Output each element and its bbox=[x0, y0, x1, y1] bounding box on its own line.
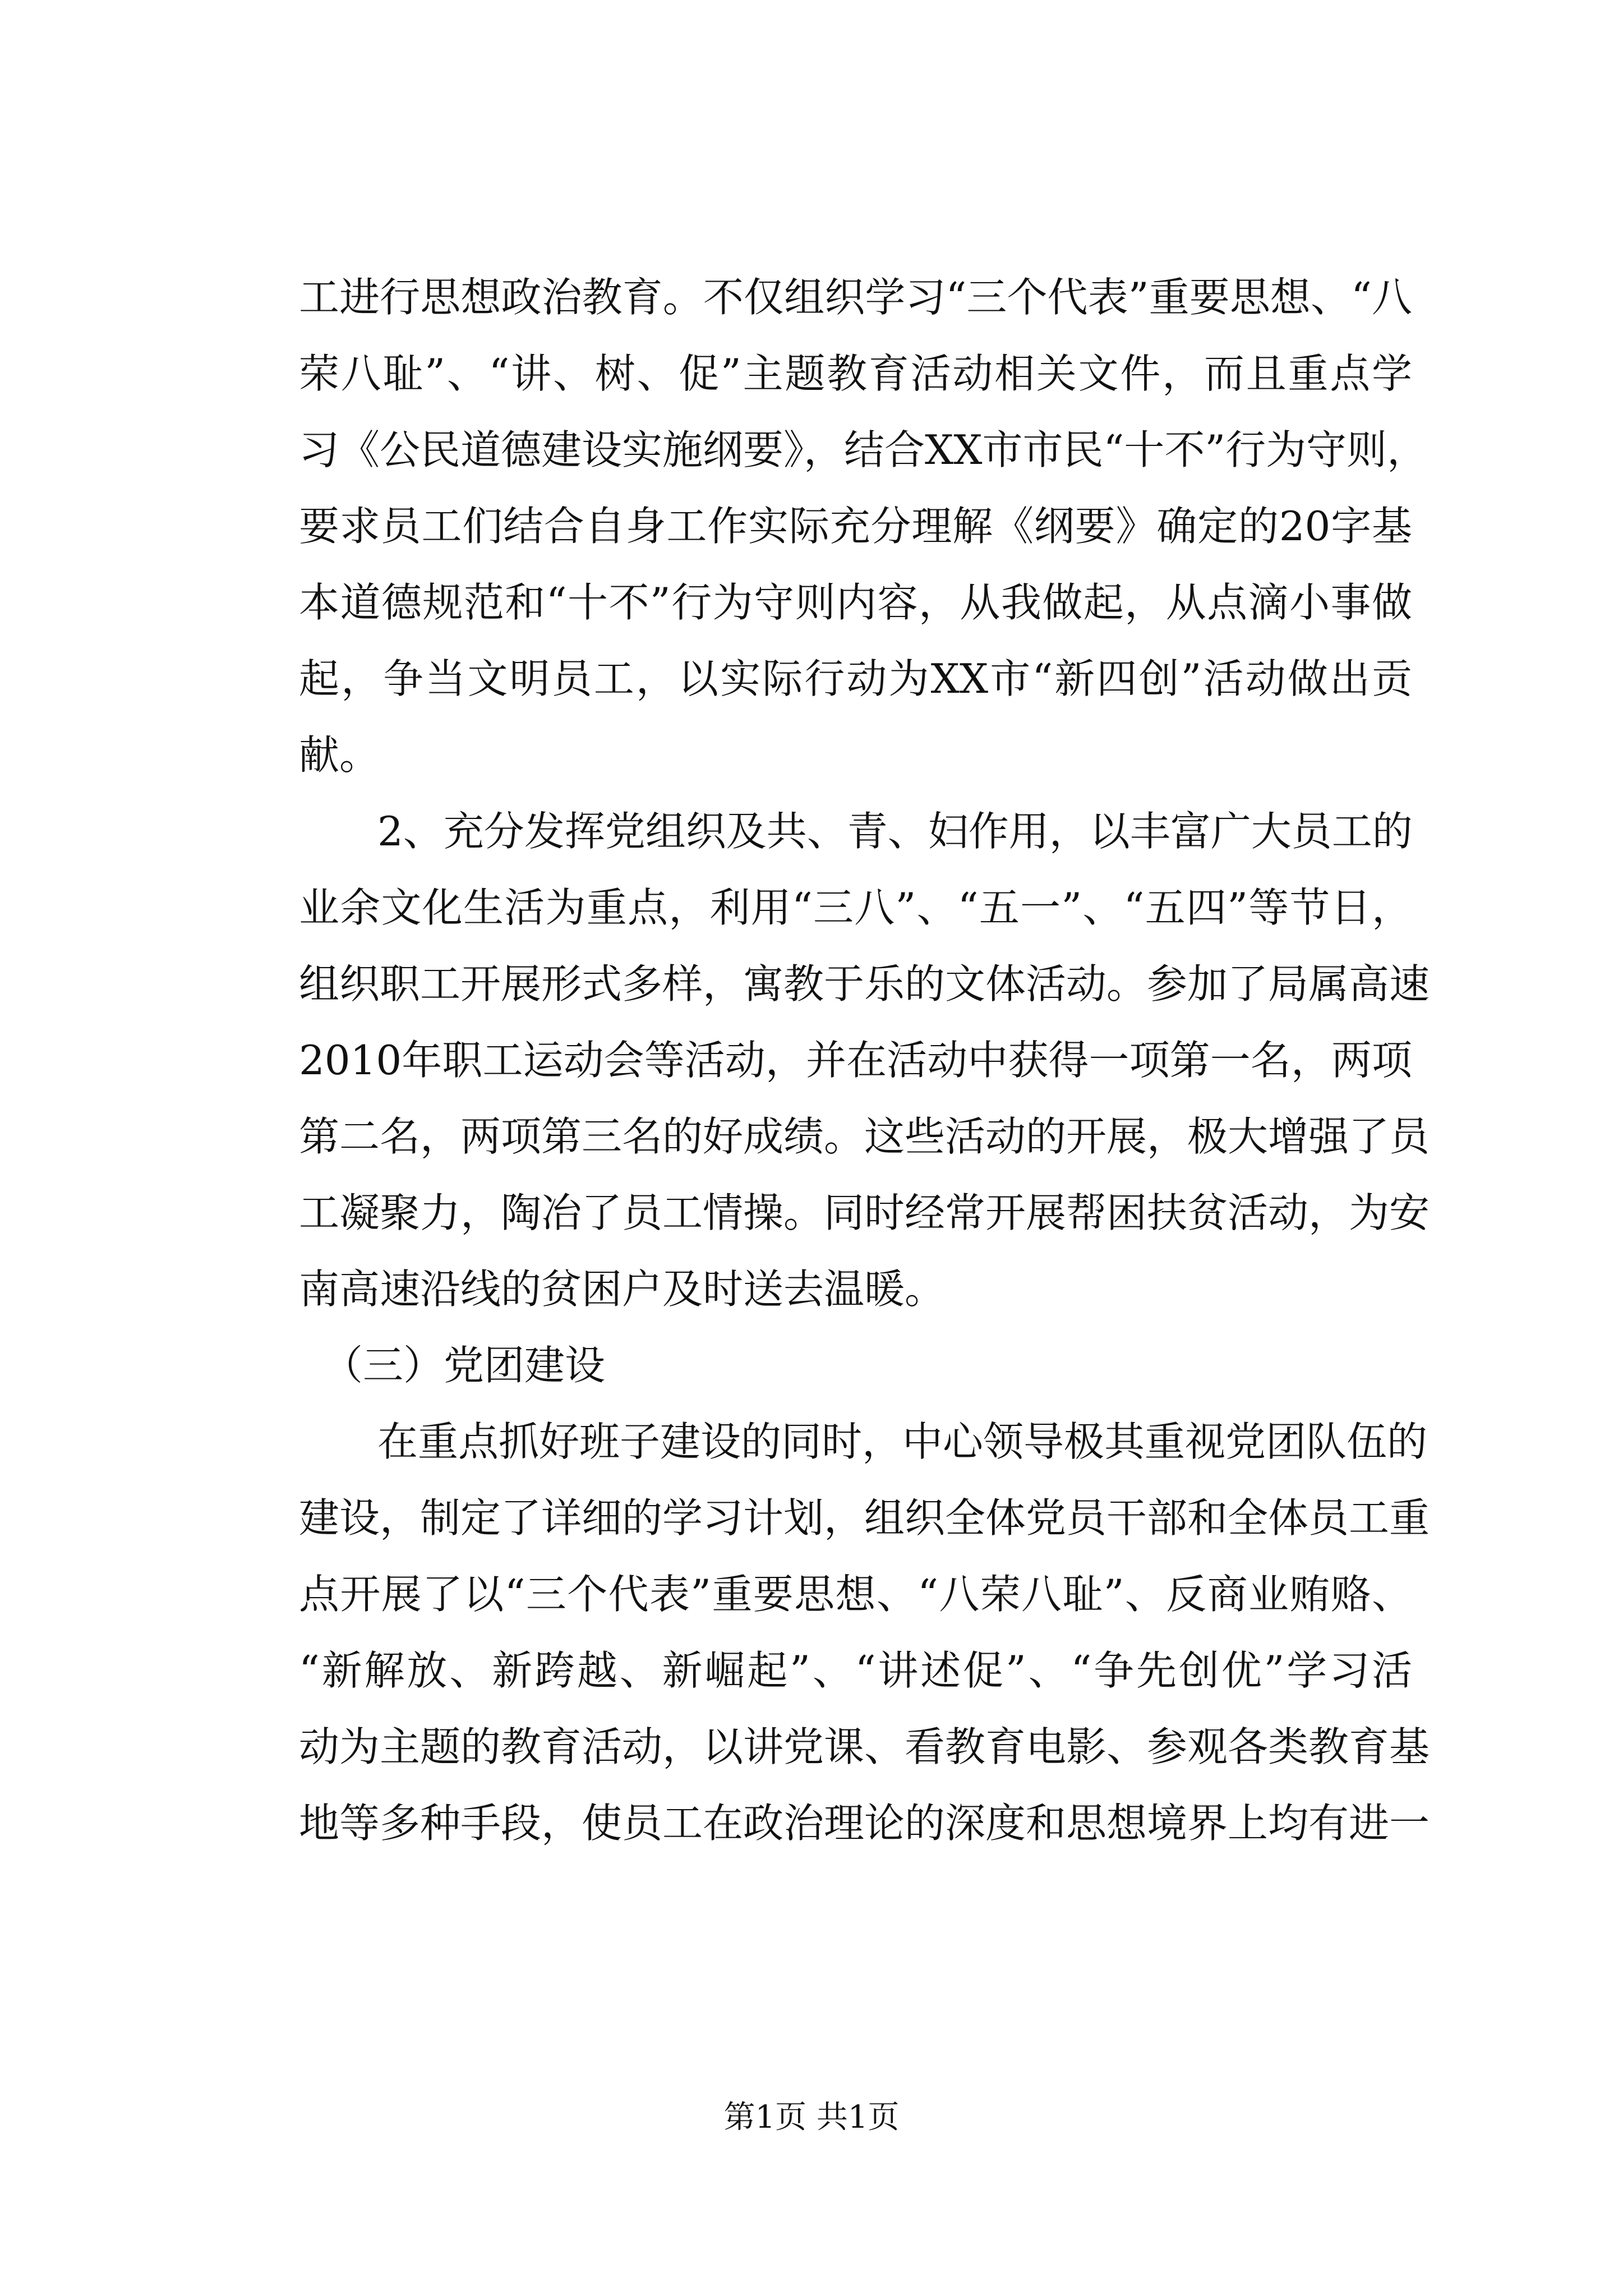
text-line: 组织职工开展形式多样，寓教于乐的文体活动。参加了局属高速 bbox=[299, 960, 1430, 1007]
text-line: 第二名，两项第三名的好成绩。这些活动的开展，极大增强了员 bbox=[299, 1113, 1430, 1160]
page-number-footer: 第1页 共1页 bbox=[723, 2099, 900, 2136]
section-heading: （三）党团建设 bbox=[322, 1342, 606, 1389]
paragraph-start-line: 在重点抓好班子建设的同时，中心领导极其重视党团队伍的 bbox=[377, 1418, 1428, 1465]
text-line: 荣八耻”、“讲、树、促”主题教育活动相关文件，而且重点学 bbox=[299, 350, 1412, 397]
text-line: 动为主题的教育活动，以讲党课、看教育电影、参观各类教育基 bbox=[299, 1723, 1430, 1770]
text-line: 业余文化生活为重点，利用“三八”、“五一”、“五四”等节日， bbox=[299, 884, 1412, 931]
text-line: 2010年职工运动会等活动，并在活动中获得一项第一名，两项 bbox=[299, 1037, 1412, 1084]
text-line: 建设，制定了详细的学习计划，组织全体党员干部和全体员工重 bbox=[299, 1494, 1430, 1542]
text-line: 南高速沿线的贫困户及时送去温暖。 bbox=[299, 1266, 946, 1313]
text-line: 本道德规范和“十不”行为守则内容，从我做起，从点滴小事做 bbox=[299, 579, 1412, 626]
text-line: 起，争当文明员工，以实际行动为XX市“新四创”活动做出贡 bbox=[299, 655, 1412, 702]
text-line: 工进行思想政治教育。不仅组织学习“三个代表”重要思想、“八 bbox=[299, 274, 1412, 321]
text-line: 习《公民道德建设实施纲要》，结合XX市市民“十不”行为守则， bbox=[299, 426, 1428, 473]
document-body bbox=[299, 259, 1430, 1861]
text-line: 献。 bbox=[299, 731, 380, 779]
text-line: “新解放、新跨越、新崛起”、“讲述促”、“争先创优”学习活 bbox=[299, 1647, 1412, 1694]
text-line: 地等多种手段，使员工在政治理论的深度和思想境界上均有进一 bbox=[299, 1800, 1430, 1847]
text-line: 要求员工们结合自身工作实际充分理解《纲要》确定的20字基 bbox=[299, 503, 1412, 550]
paragraph-start-line: 2、充分发挥党组织及共、青、妇作用，以丰富广大员工的 bbox=[377, 808, 1413, 855]
text-line: 点开展了以“三个代表”重要思想、“八荣八耻”、反商业贿赂、 bbox=[299, 1571, 1412, 1618]
text-line: 工凝聚力，陶冶了员工情操。同时经常开展帮困扶贫活动，为安 bbox=[299, 1189, 1430, 1236]
